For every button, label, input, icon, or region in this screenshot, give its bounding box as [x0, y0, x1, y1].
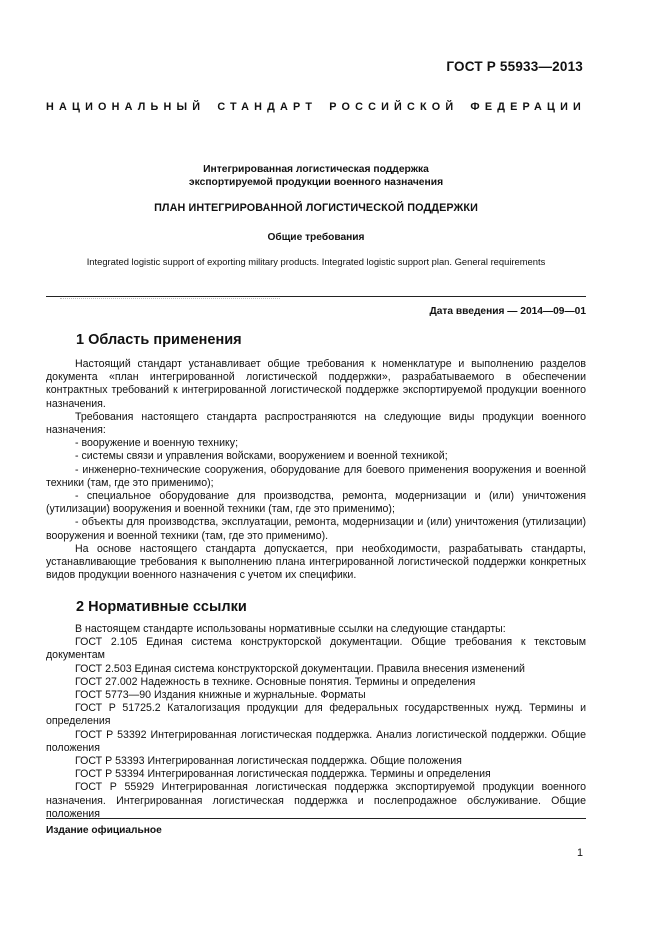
paragraph: На основе настоящего стандарта допускается, при необходимости, разрабатывать стандарты, устанавливающие требования к выполнению плана интегрированной логистической поддержки конкретных видов продукции военного назначения с учетом их специфики.	[46, 542, 586, 582]
section-1-heading: 1 Область применения	[76, 332, 242, 348]
list-item: - специальное оборудование для производства, ремонта, модернизации и (или) уничтожения (утилизации) вооружения и военной техники (там, где это применимо);	[46, 490, 586, 516]
page-number: 1	[576, 847, 583, 859]
list-item: - инженерно-технические сооружения, оборудование для боевого применения вооружения и военной техники (там, где это применимо);	[46, 463, 586, 489]
title-line-2: экспортируемой продукции военного назначения	[188, 177, 444, 188]
effective-date: Дата введения — 2014—09—01	[429, 306, 586, 317]
subtitle: Общие требования	[267, 232, 365, 243]
title-line-1: Интегрированная логистическая поддержка	[203, 164, 429, 175]
section-2-heading: 2 Нормативные ссылки	[76, 599, 247, 615]
faint-divider	[60, 298, 280, 299]
reference-item: ГОСТ 27.002 Надежность в технике. Основные понятия. Термины и определения	[75, 675, 476, 688]
reference-item: ГОСТ Р 55929 Интегрированная логистическая поддержка экспортируемой продукции военного назначения. Интегрированная логистическая поддержка и послепродажное обслуживание. Общие положения	[46, 781, 586, 820]
main-title: ПЛАН ИНТЕГРИРОВАННОЙ ЛОГИСТИЧЕСКОЙ ПОДДЕРЖКИ	[154, 202, 478, 214]
standard-code: ГОСТ Р 55933—2013	[446, 59, 583, 74]
section-2-body	[46, 623, 586, 821]
reference-item: ГОСТ 5773—90 Издания книжные и журнальные. Форматы	[75, 689, 366, 702]
official-edition-label: Издание официальное	[46, 825, 162, 836]
reference-item: ГОСТ 2.105 Единая система конструкторской документации. Общие требования к текстовым документам	[46, 636, 586, 662]
reference-item: ГОСТ Р 53393 Интегрированная логистическая поддержка. Общие положения	[75, 755, 462, 768]
paragraph: В настоящем стандарте использованы нормативные ссылки на следующие стандарты:	[75, 623, 506, 635]
list-item: - объекты для производства, эксплуатации, ремонта, модернизации и (или) уничтожения (утилизации) вооружения и военной техники (там, где это применимо).	[46, 516, 586, 542]
list-item: - системы связи и управления войсками, вооружением и военной техникой;	[75, 450, 448, 463]
header-divider	[46, 296, 586, 297]
reference-item: ГОСТ Р 53394 Интегрированная логистическая поддержка. Термины и определения	[75, 768, 491, 781]
reference-item: ГОСТ 2.503 Единая система конструкторской документации. Правила внесения изменений	[75, 662, 525, 675]
national-standard-banner: НАЦИОНАЛЬНЫЙ СТАНДАРТ РОССИЙСКОЙ ФЕДЕРАЦИИ	[46, 101, 586, 113]
english-title: Integrated logistic support of exporting military products. Integrated logistic support plan. General requirements	[86, 256, 546, 267]
list-item: - вооружение и военную технику;	[75, 437, 239, 450]
reference-item: ГОСТ Р 53392 Интегрированная логистическая поддержка. Анализ логистической поддержки. Общие положения	[46, 728, 586, 754]
paragraph: Требования настоящего стандарта распространяются на следующие виды продукции военного назначения:	[46, 410, 586, 437]
footer-divider	[46, 818, 586, 819]
reference-item: ГОСТ Р 51725.2 Каталогизация продукции для федеральных государственных нужд. Термины и определения	[46, 702, 586, 728]
paragraph: Настоящий стандарт устанавливает общие требования к номенклатуре и выполнению разделов документа «план интегрированной логистической поддержки», разрабатываемого в обеспечении контрактных требований к интегрированной логистической поддержке экспортируемой продукции военного назначения.	[46, 358, 586, 410]
title-block	[46, 163, 586, 189]
section-1-body	[46, 358, 586, 582]
